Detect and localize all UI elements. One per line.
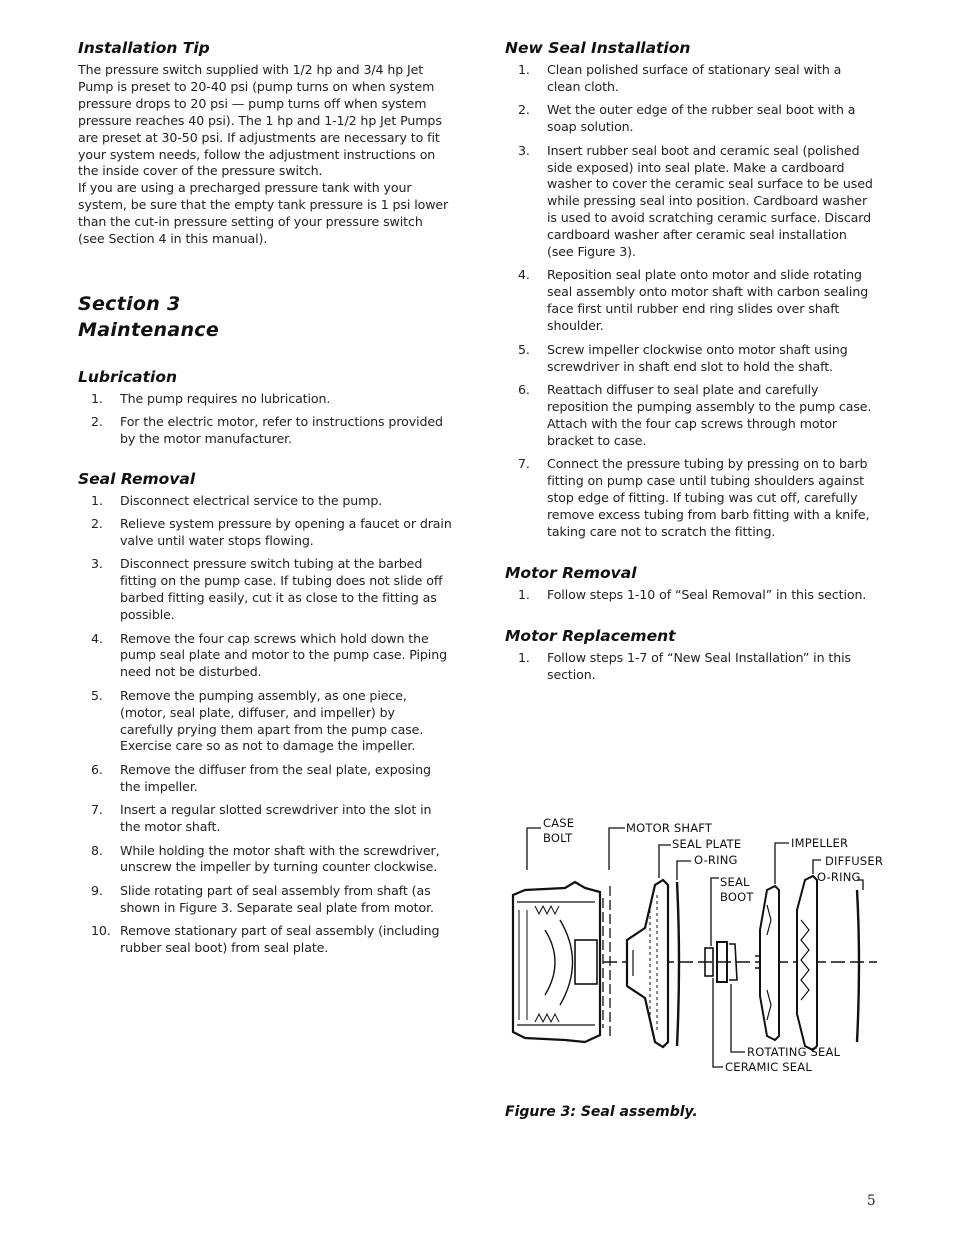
list-item: 2. Relieve system pressure by opening a faucet or drain valve until water stops flowing. [91,516,452,548]
right-column [505,38,877,691]
installation-tip-paragraph-1: The pressure switch supplied with 1/2 hp and 3/4 hp Jet Pump is preset to 20-40 psi (pump turns on when system pressure drops to 20 psi — pump turns off when system pressure reaches 40 psi). The 1 hp and 1-1/2 hp Jet Pumps are preset at 30-50 psi. If adjustments are necessary to fit your system needs, follow the adjustment instructions on the inside cover of the pressure switch. [78,62,442,179]
motor-replacement-list [505,650,877,684]
new-seal-list [505,62,877,541]
seal-removal-heading: Seal Removal [78,469,196,488]
section-title [78,291,452,343]
motor-shaft-label: MOTOR SHAFT [626,821,713,835]
motor-removal-heading: Motor Removal [505,564,637,583]
figure-caption: Figure 3: Seal assembly. [505,1104,698,1120]
section-title-line-2: Maintenance [78,318,220,341]
ceramic-seal-label: CERAMIC SEAL [725,1060,812,1074]
o-ring-label: O-RING [694,853,738,867]
seal-plate-label: SEAL PLATE [672,837,742,851]
seal-removal-list [78,493,452,957]
list-item: 1. Follow steps 1-10 of “Seal Removal” in this section. [518,587,867,603]
motor-removal-list [505,587,877,604]
diffuser-label: DIFFUSER [825,854,884,868]
list-item: 7. Insert a regular slotted screwdriver into the slot in the motor shaft. [91,802,432,835]
list-item: 6. Reattach diffuser to seal plate and carefully reposition the pumping assembly to the pump case. Attach with the four cap screws through motor bracket to case. [518,381,872,448]
list-item: 8. While holding the motor shaft with the screwdriver, unscrew the impeller by turning counter clockwise. [91,842,440,875]
list-item: 6. Remove the diffuser from the seal plate, exposing the impeller. [91,761,431,794]
impeller-label: IMPELLER [791,836,849,850]
seal-boot-label: SEAL BOOT [720,875,754,904]
list-item: 1. Clean polished surface of stationary seal with a clean cloth. [518,62,842,94]
list-item: 10. Remove stationary part of seal assembly (including rubber seal boot) from seal plate. [91,923,440,956]
new-seal-heading: New Seal Installation [505,39,691,57]
list-item: 4. Remove the four cap screws which hold down the pump seal plate and motor to the pump case. Piping need not be disturbed. [91,630,447,680]
list-item: 1. Follow steps 1-7 of “New Seal Installation” in this section. [518,650,851,683]
diffuser-o-ring-label: O-RING [817,870,861,884]
case-bolt-label: CASE BOLT [543,816,575,845]
list-item: 3. Insert rubber seal boot and ceramic seal (polished side exposed) into seal plate. Make a cardboard washer to cover the ceramic seal surface to be used while pressing seal into position. Cardboard washer is used to avoid scratching ceramic surface. Discard cardboard washer after ceramic seal installation (see Figure 3). [518,142,873,260]
left-column [78,38,452,963]
list-item: 4. Reposition seal plate onto motor and slide rotating seal assembly onto motor shaft with carbon sealing face first until rubber end ring slides over shaft shoulder. [518,267,869,334]
seal-assembly-figure [505,810,895,1085]
installation-tip-paragraph-2: If you are using a precharged pressure tank with your system, be sure that the empty tank pressure is 1 psi lower than the cut-in pressure setting of your pressure switch (see Section 4 in this manual). [78,180,449,247]
page-number: 5 [867,1193,876,1209]
list-item: 5. Screw impeller clockwise onto motor shaft using screwdriver in shaft end slot to hold the shaft. [518,341,848,374]
installation-tip-heading: Installation Tip [78,39,210,57]
list-item: 7. Connect the pressure tubing by pressing on to barb fitting on pump case until tubing shoulders against stop edge of fitting. If tubing was cut off, carefully remove excess tubing from barb fitting with a knife, taking care not to scratch the fitting. [518,456,870,539]
list-item: 2. For the electric motor, refer to instructions provided by the motor manufacturer. [91,414,443,447]
lubrication-list [78,391,452,448]
lubrication-heading: Lubrication [78,367,178,386]
section-title-line-1: Section 3 [78,292,181,315]
list-item: 1. The pump requires no lubrication. [91,390,331,406]
rotating-seal-label: ROTATING SEAL [747,1045,841,1059]
motor-replacement-heading: Motor Replacement [505,627,676,646]
list-item: 3. Disconnect pressure switch tubing at the barbed fitting on the pump case. If tubing does not slide off barbed fitting easily, cut it as close to the fitting as possible. [91,556,443,623]
list-item: 5. Remove the pumping assembly, as one piece, (motor, seal plate, diffuser, and impeller) by carefully prying them apart from the pump case. Exercise care so as not to damage the impeller. [91,687,424,754]
list-item: 1. Disconnect electrical service to the pump. [91,492,383,508]
list-item: 9. Slide rotating part of seal assembly from shaft (as shown in Figure 3. Separate seal plate from motor. [91,882,434,915]
list-item: 2. Wet the outer edge of the rubber seal boot with a soap solution. [518,102,856,135]
